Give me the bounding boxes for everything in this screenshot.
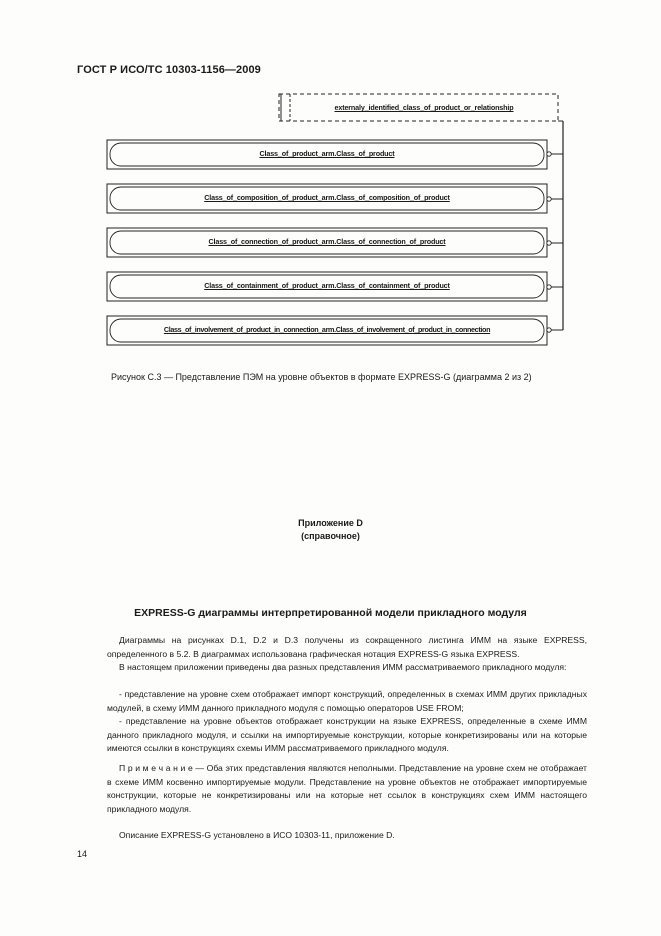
annex-subtitle: (справочное) (301, 531, 360, 541)
page-number: 14 (77, 849, 88, 859)
entity-label-1: Class_of_product_arm.Class_of_product (259, 149, 395, 158)
paragraph-express-g-ref: Описание EXPRESS-G установлено в ИСО 10303-11, приложение D. (119, 830, 395, 840)
list-item-object-level: - представление на уровне объектов отображает конструкции на языке EXPRESS, определенные в схеме ИММ данного прикладного модуля, и ссылки на импортируемые конструкции, которые конкретизированы или на которые имеются ссылки в конструкциях схемы ИММ рассматриваемого прикладного модуля. (107, 716, 587, 754)
top-entity-label: externaly_identified_class_of_product_or_relationship (334, 103, 514, 112)
section-title: EXPRESS-G диаграммы интерпретированной модели прикладного модуля (134, 607, 527, 619)
express-g-diagram (0, 0, 661, 360)
note-paragraph: П р и м е ч а н и е — Оба этих представления являются неполными. Представление на уровне схем не отображает в схеме ИММ косвенно импортируемые модули. Представление на уровне объектов не отображает импортируемые конструкции, которые не конкретизированы или на которые нет ссылок в конструкциях схем ИММ настоящего прикладного модуля. (107, 763, 587, 814)
entity-label-3: Class_of_connection_of_product_arm.Class_of_connection_of_product (208, 237, 446, 246)
list-item-schema-level: - представление на уровне схем отображает импорт конструкций, определенных в схемах ИММ других прикладных модулей, в схему ИММ данного прикладного модуля с помощью операторов USE FROM; (107, 689, 587, 713)
entity-label-4: Class_of_containment_of_product_arm.Class_of_containment_of_product (204, 281, 450, 290)
document-header: ГОСТ Р ИСО/ТС 10303-1156—2009 (77, 64, 261, 76)
annex-title: Приложение D (298, 518, 363, 528)
entity-label-2: Class_of_composition_of_product_arm.Class_of_composition_of_product (204, 193, 450, 202)
paragraph-1: Диаграммы на рисунках D.1, D.2 и D.3 получены из сокращенного листинга ИММ на языке EXPRESS, определенного в 5.2. В диаграммах использована графическая нотация EXPRESS-G языка EXPRESS. (107, 635, 587, 659)
entity-label-5: Class_of_involvement_of_product_in_connection_arm.Class_of_involvement_of_product_in_connection (163, 325, 491, 334)
paragraph-2: В настоящем приложении приведены два разных представления ИММ рассматриваемого прикладного модуля: (119, 662, 567, 672)
figure-caption: Рисунок С.3 — Представление ПЭМ на уровне объектов в формате EXPRESS-G (диаграмма 2 из 2) (111, 372, 532, 382)
